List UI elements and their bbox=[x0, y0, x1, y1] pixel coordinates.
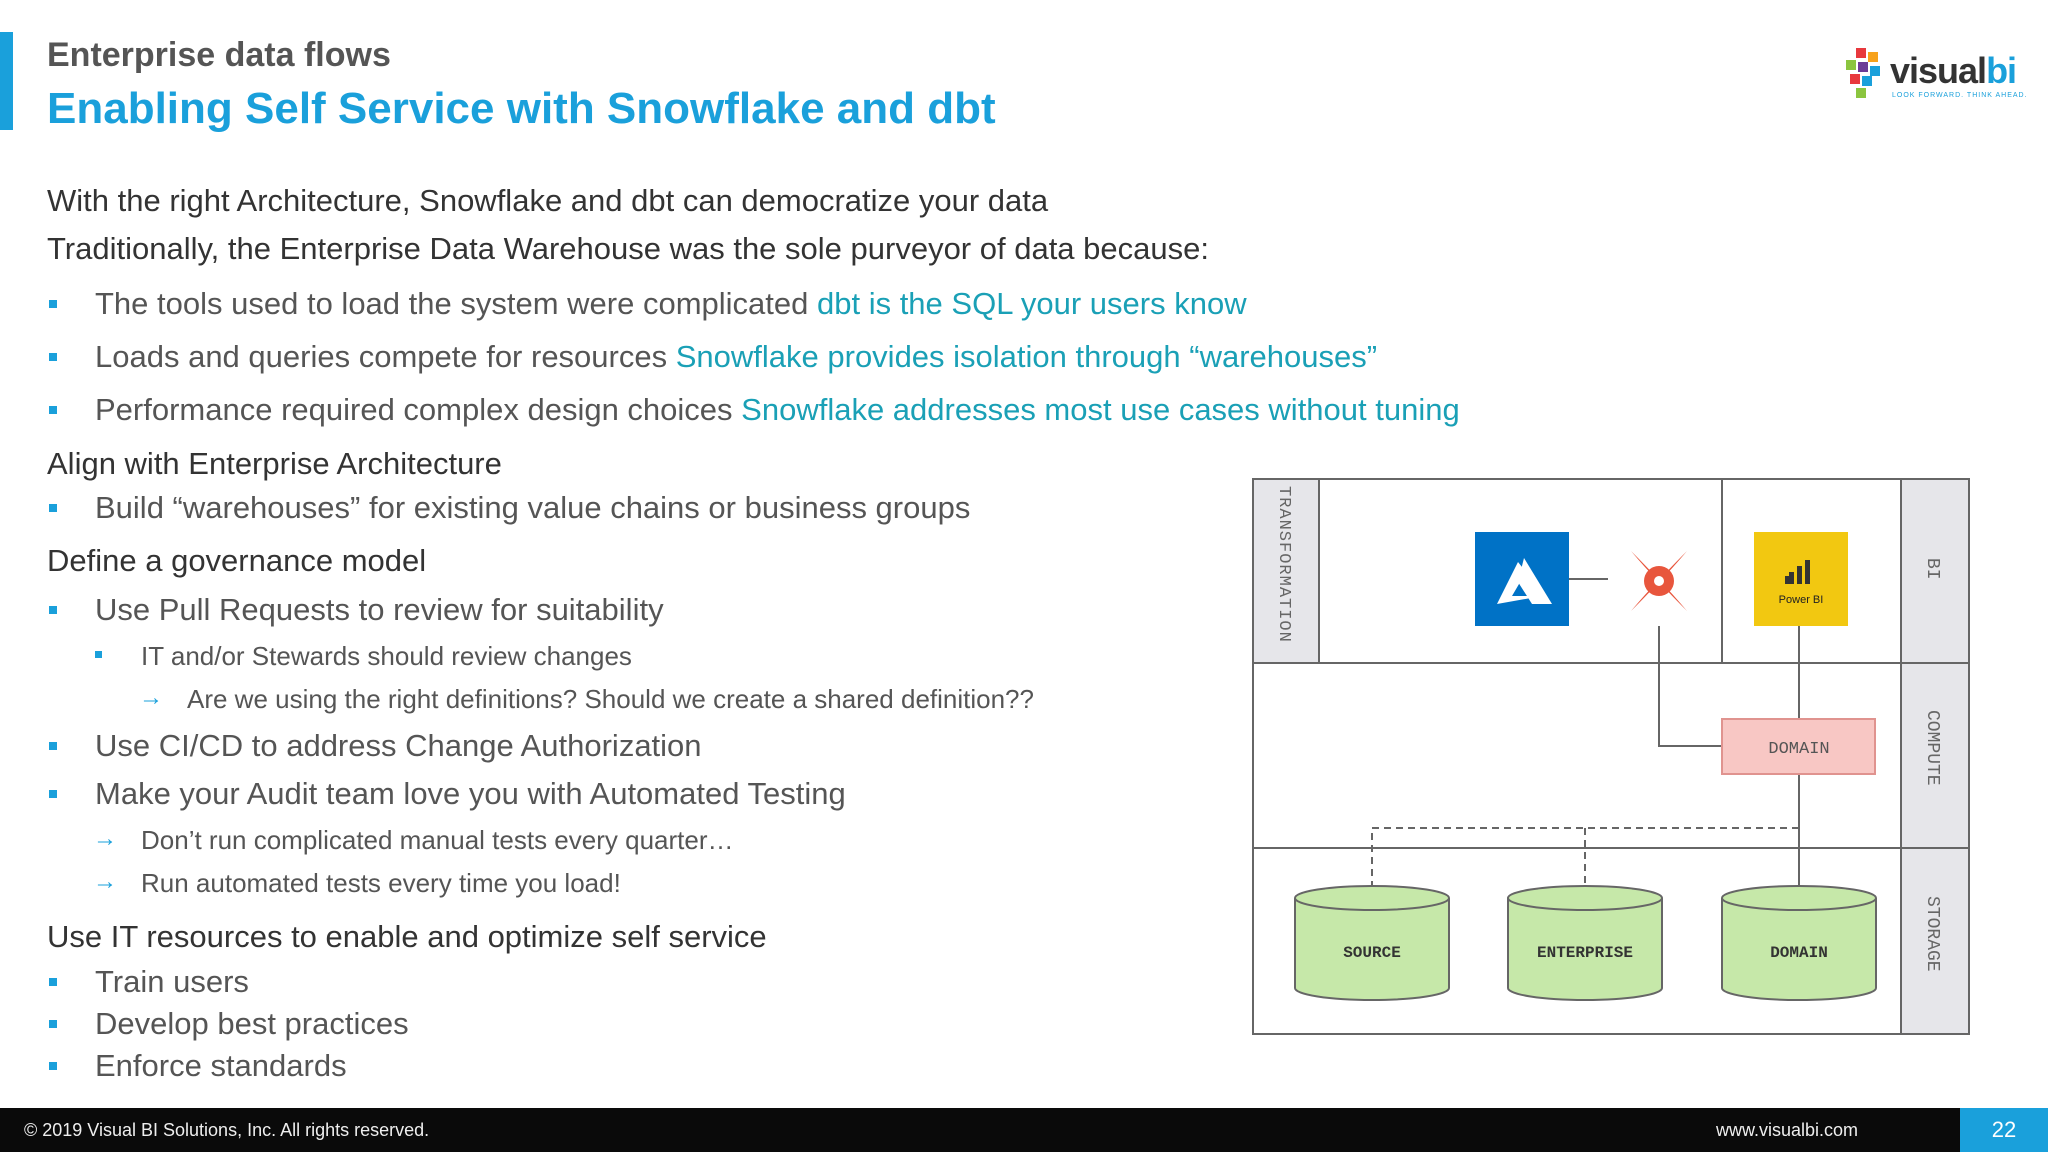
reason-text: Performance required complex design choices bbox=[95, 392, 742, 427]
visualbi-logo bbox=[1842, 40, 2028, 108]
intro-line-2: Traditionally, the Enterprise Data Warehouse was the sole purveyor of data because: bbox=[47, 231, 1209, 266]
governance-subitem-text: IT and/or Stewards should review changes bbox=[141, 641, 632, 671]
it-item-text: Develop best practices bbox=[95, 1006, 409, 1041]
layer-label-compute: COMPUTE bbox=[1922, 710, 1942, 786]
storage-enterprise-label: ENTERPRISE bbox=[1536, 944, 1634, 962]
storage-domain bbox=[1722, 886, 1876, 1000]
governance-subsubitem-text: Are we using the right definitions? Should we create a shared definition?? bbox=[187, 684, 1034, 714]
storage-domain-label: DOMAIN bbox=[1770, 944, 1828, 962]
layer-label-bi: BI bbox=[1922, 558, 1942, 580]
reason-note: dbt is the SQL your users know bbox=[816, 286, 1247, 321]
it-item-text: Train users bbox=[95, 964, 249, 999]
logo-wordmark bbox=[1890, 50, 2016, 92]
logo-tagline: LOOK FORWARD. THINK AHEAD. bbox=[1892, 92, 2028, 99]
governance-subitem-text: Run automated tests every time you load! bbox=[141, 868, 621, 898]
arrow-right-icon: → bbox=[139, 684, 163, 711]
title-accent-bar bbox=[0, 32, 13, 130]
storage-enterprise bbox=[1508, 886, 1662, 1000]
architecture-diagram bbox=[1252, 478, 1970, 1035]
align-item-text: Build “warehouses” for existing value chains or business groups bbox=[95, 490, 971, 525]
governance-heading: Define a governance model bbox=[47, 543, 427, 578]
governance-item-text: Make your Audit team love you with Automated Testing bbox=[95, 776, 846, 811]
powerbi-label: Power BI bbox=[1778, 594, 1824, 606]
footer-copyright: © 2019 Visual BI Solutions, Inc. All rights reserved. bbox=[24, 1120, 430, 1140]
layer-label-storage: STORAGE bbox=[1922, 896, 1942, 972]
reason-note: Snowflake addresses most use cases without tuning bbox=[741, 392, 1460, 427]
page-number: 22 bbox=[1960, 1108, 2048, 1152]
section-kicker: Enterprise data flows bbox=[47, 36, 391, 74]
align-heading: Align with Enterprise Architecture bbox=[47, 446, 502, 481]
it-item-text: Enforce standards bbox=[95, 1048, 347, 1083]
arrow-right-icon: → bbox=[93, 825, 117, 852]
reason-note: Snowflake provides isolation through “warehouses” bbox=[675, 339, 1378, 374]
reason-text: Loads and queries compete for resources bbox=[95, 339, 676, 374]
logo-cubes-icon bbox=[1842, 46, 1888, 102]
logo-word-accent: bi bbox=[1986, 50, 2017, 91]
storage-source bbox=[1295, 886, 1449, 1000]
page-title: Enabling Self Service with Snowflake and dbt bbox=[47, 84, 996, 133]
transformation-label: TRANSFORMATION bbox=[1274, 486, 1293, 643]
storage-source-label: SOURCE bbox=[1343, 944, 1401, 962]
governance-subitem-text: Don’t run complicated manual tests every quarter… bbox=[141, 825, 734, 855]
azure-icon bbox=[1475, 532, 1569, 626]
governance-item-text: Use Pull Requests to review for suitability bbox=[95, 592, 664, 627]
governance-item-text: Use CI/CD to address Change Authorization bbox=[95, 728, 702, 763]
arrow-right-icon: → bbox=[93, 868, 117, 895]
intro-line-1: With the right Architecture, Snowflake and dbt can democratize your data bbox=[47, 183, 1049, 218]
footer-url[interactable]: www.visualbi.com bbox=[1716, 1120, 1859, 1140]
footer-bar bbox=[0, 1108, 2048, 1152]
reason-text: The tools used to load the system were complicated bbox=[95, 286, 817, 321]
powerbi-icon bbox=[1754, 532, 1848, 626]
logo-word: visual bbox=[1890, 50, 1987, 91]
it-resources-heading: Use IT resources to enable and optimize self service bbox=[47, 919, 767, 954]
compute-domain-label: DOMAIN bbox=[1768, 740, 1830, 759]
